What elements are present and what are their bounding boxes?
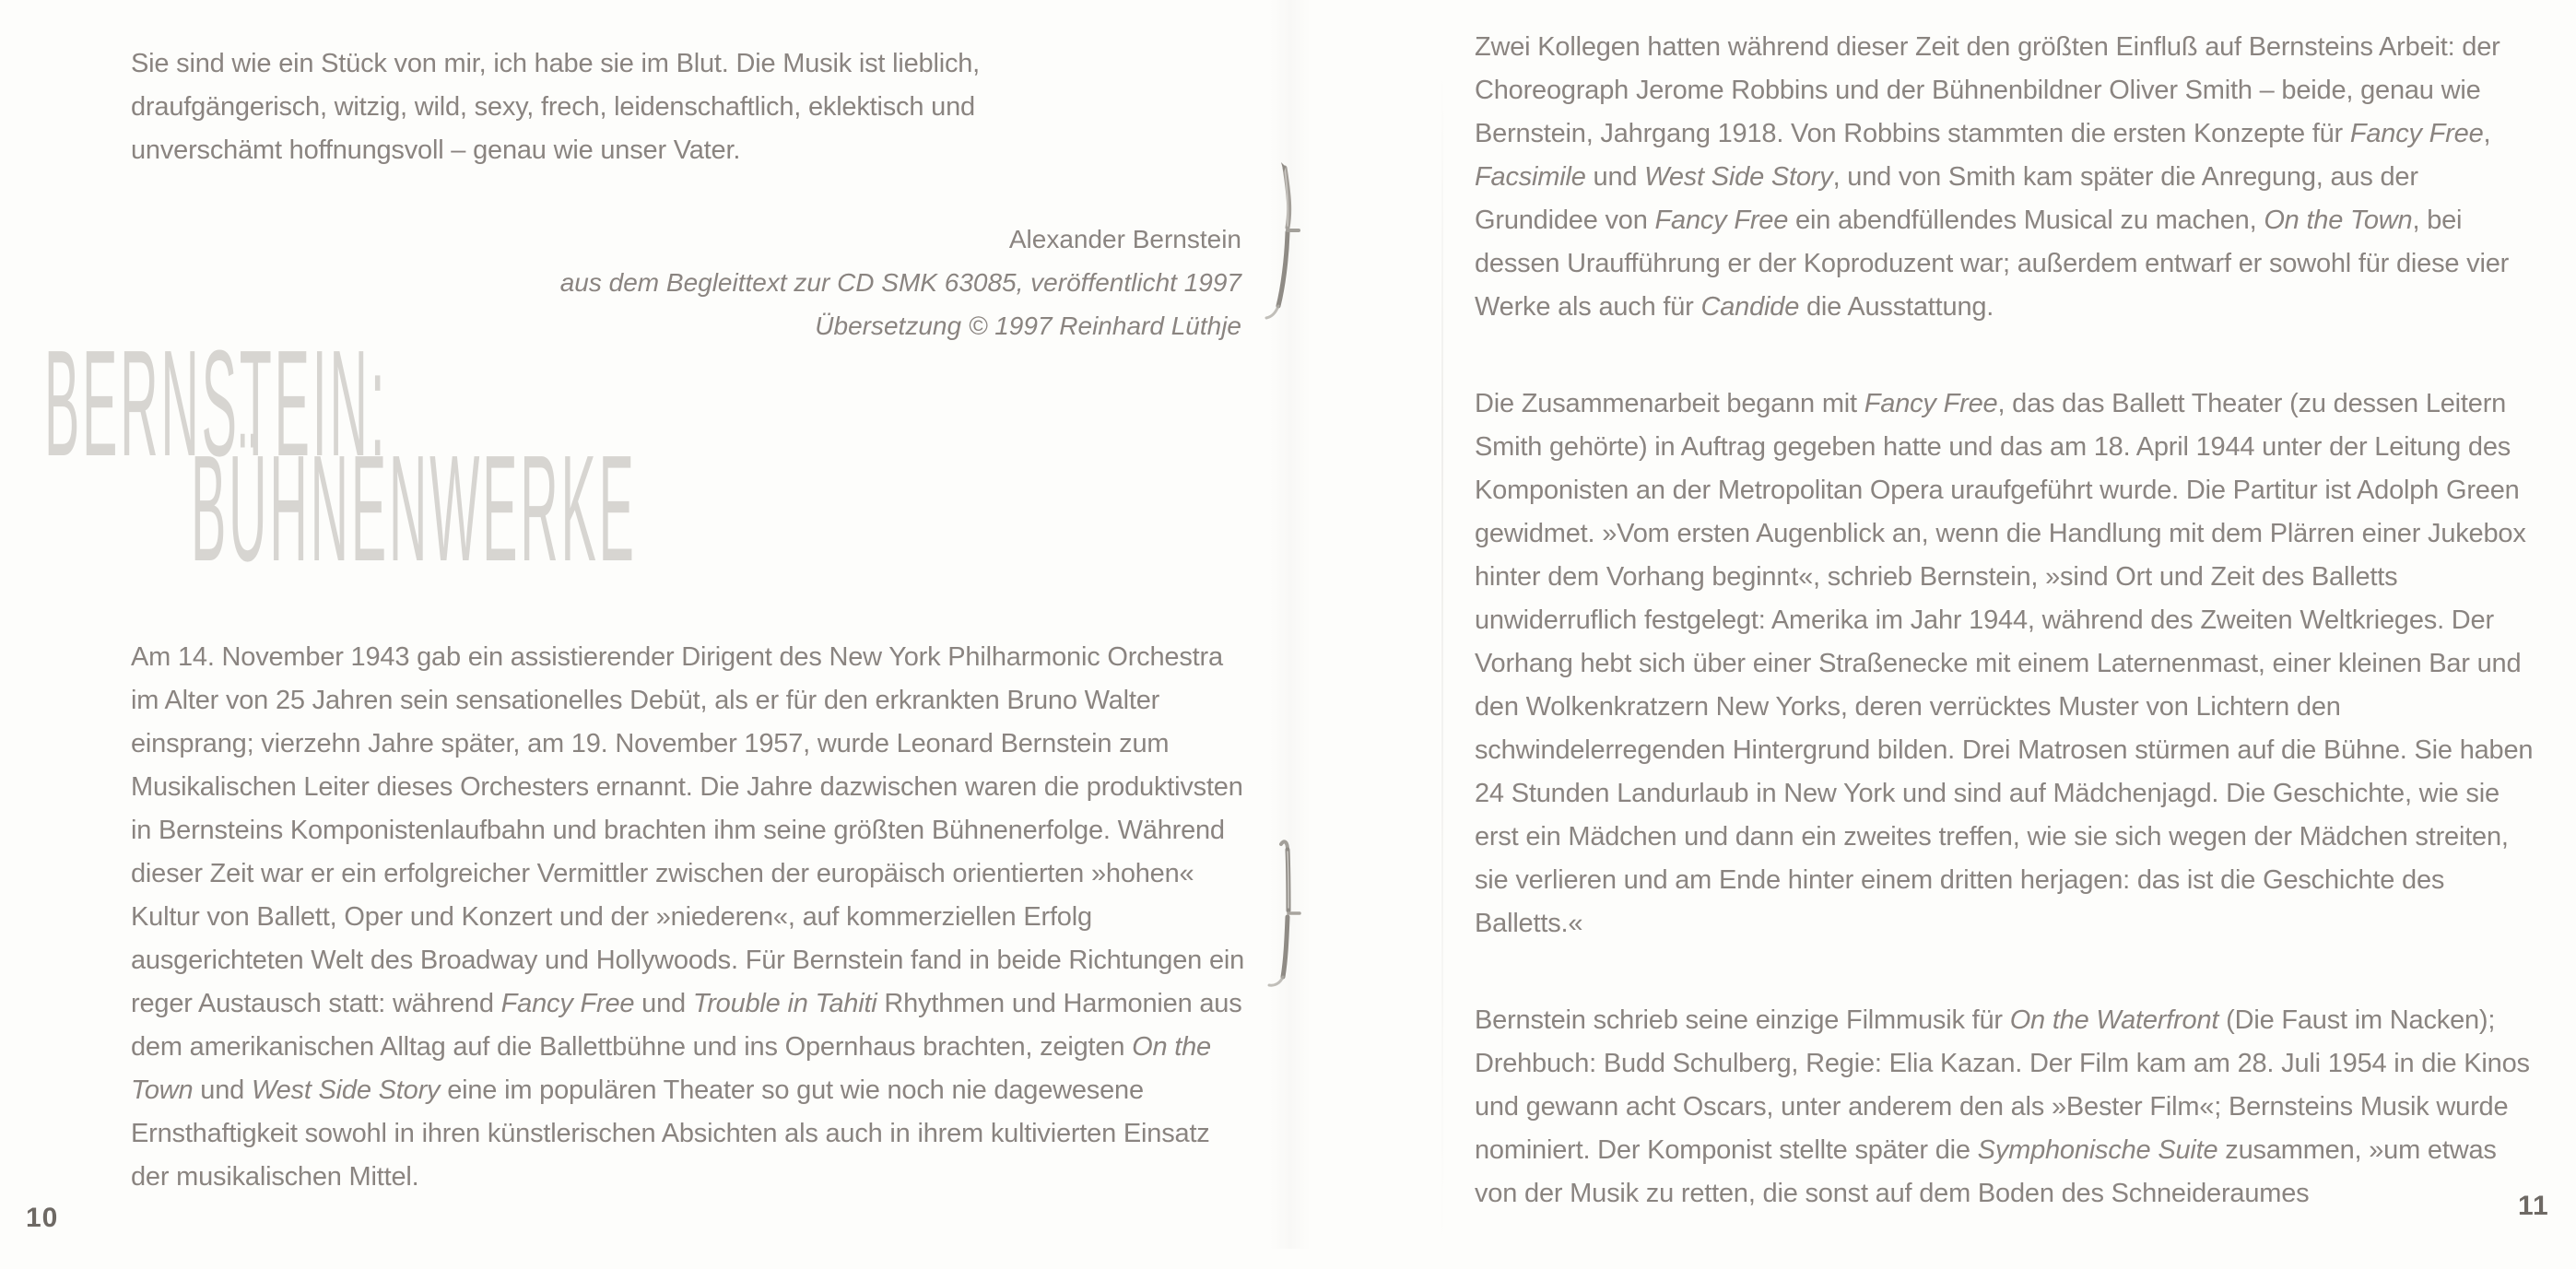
text-segment: und — [193, 1075, 252, 1105]
italic-text-segment: On the Town — [131, 1032, 1211, 1105]
right-paragraph-1 — [1475, 26, 2539, 329]
text-segment: zusammen, »um etwas von der Musik zu retten, die sonst auf dem Boden des Schneideraumes — [1475, 1135, 2497, 1208]
text-segment: , und von Smith kam später die Anregung, aus der Grundidee von — [1475, 162, 2418, 235]
italic-text-segment: Fancy Free — [2349, 119, 2484, 148]
page-title-line-2: BÜHNENWERKE — [191, 424, 637, 593]
text-segment: und — [634, 989, 693, 1018]
italic-text-segment: West Side Story — [251, 1075, 441, 1105]
page-number-left: 10 — [26, 1203, 59, 1233]
text-segment: die Ausstattung. — [1799, 292, 1994, 322]
italic-text-segment: Candide — [1700, 292, 1800, 322]
text-segment: Am 14. November 1943 gab ein assistierender Dirigent des New York Philharmonic Orchestra im Alter von 25 Jahren sein sensationelles Debüt, als er für den erkrankten Bruno Walter einsprang; vierzehn Jahre später, am 19. November 1957, wurde Leonard Bernstein zum Musikalischen Leiter dieses Orchesters ernannt. Die Jahre dazwischen waren die produktivsten in Bernsteins Komponistenlaufbahn und brachten ihm seine größten Bühnenerfolge. Während dieser Zeit war er ein erfolgreicher Vermittler zwischen der europäisch orientierten »hohen« Kultur von Ballett, Oper und Konzert und der »niederen«, auf kommerziellen Erfolg ausgerichteten Welt des Broadway und Hollywoods. Für Bernstein fand in beide Richtungen ein reger Austausch statt: während — [131, 642, 1245, 1018]
text-segment: ein abendfüllendes Musical zu machen, — [1788, 206, 2264, 235]
text-segment: (Die Faust im Nacken); Drehbuch: Budd Schulberg, Regie: Elia Kazan. Der Film kam am 28. Juli 1954 in die Kinos und gewann acht Oscars, unter anderem den als »Bester Film«; Bernsteins Musik wurde nominiert. Der Komponist stellte später die — [1475, 1005, 2530, 1165]
right-paragraph-3 — [1475, 999, 2539, 1216]
page-number-right: 11 — [2518, 1191, 2549, 1221]
right-column-body-text — [1475, 26, 2539, 1269]
attribution-translation: Übersetzung © 1997 Reinhard Lüthje — [815, 311, 1241, 340]
text-segment: , das das Ballett Theater (zu dessen Leitern Smith gehörte) in Auftrag gegeben hatte und das am 18. April 1944 unter der Leitung des Komponisten an der Metropolitan Opera uraufgeführt wurde. Die Partitur ist Adolph Green gewidmet. »Vom ersten Augenblick an, wenn die Handlung mit dem Plärren einer Jukebox hinter dem Vorhang beginnt«, schrieb Bernstein, »sind Ort und Zeit des Balletts unwiderruflich festgelegt: Amerika im Jahr 1944, während des Zweiten Weltkrieges. Der Vorhang hebt sich über einer Straßenecke mit einem Laternenmast, einer kleinen Bar und den Wolkenkratzern New Yorks, deren verrücktes Muster von Lichtern den schwindelerregenden Hintergrund bilden. Drei Matrosen stürmen auf die Bühne. Sie haben 24 Stunden Landurlaub in New York und sind auf Mädchenjagd. Die Geschichte, wie sie erst ein Mädchen und dann ein zweites treffen, wie sie sich wegen der Mädchen streiten, sie verlieren und am Ende hinter einem dritten herjagen: das ist die Geschichte des Balletts.« — [1475, 389, 2534, 938]
text-segment: , — [2483, 119, 2491, 148]
italic-text-segment: On the Town — [2264, 206, 2413, 235]
text-segment: Zwei Kollegen hatten während dieser Zeit den größten Einfluß auf Bernsteins Arbeit: der Choreograph Jerome Robbins und der Bühnenbildner Oliver Smith – beide, genau wie Bernstein, Jahrgang 1918. Von Robbins stammten die ersten Konzepte für — [1475, 32, 2500, 148]
italic-text-segment: West Side Story — [1644, 162, 1833, 192]
text-segment: Bernstein schrieb seine einzige Filmmusik für — [1475, 1005, 2010, 1035]
italic-text-segment: Symphonische Suite — [1977, 1135, 2218, 1165]
italic-text-segment: Trouble in Tahiti — [692, 989, 877, 1018]
right-paragraph-2 — [1475, 382, 2539, 946]
text-segment: Rhythmen und Harmonien aus dem amerikanischen Alltag auf die Ballettbühne und ins Opernhaus brachten, zeigten — [131, 989, 1242, 1062]
italic-text-segment: Fancy Free — [500, 989, 635, 1018]
text-segment: , bei dessen Uraufführung er der Koproduzent war; außerdem entwarf er sowohl für diese vier Werke als auch für — [1475, 206, 2510, 322]
text-segment: und — [1585, 162, 1645, 192]
text-segment: eine im populären Theater so gut wie noch nie dagewesene Ernsthaftigkeit sowohl in ihren künstlerischen Absichten als auch in ihrem kultivierten Einsatz der musikalischen Mittel. — [131, 1075, 1210, 1192]
italic-text-segment: On the Waterfront — [2009, 1005, 2219, 1035]
left-column-body-text — [131, 636, 1251, 1199]
italic-text-segment: Facsimile — [1475, 162, 1586, 192]
page-title-line-1: BERNSTEIN: — [44, 319, 388, 488]
page-right — [1438, 0, 2576, 1249]
attribution-source: aus dem Begleittext zur CD SMK 63085, veröffentlicht 1997 — [559, 268, 1241, 297]
quote-text: Sie sind wie ein Stück von mir, ich habe sie im Blut. Die Musik ist lieblich, draufgängerisch, witzig, wild, sexy, frech, leidenschaftlich, eklektisch und unverschämt hoffnungsvoll – genau wie unser Vater. — [131, 49, 981, 165]
text-segment: Die Zusammenarbeit begann mit — [1475, 389, 1864, 418]
italic-text-segment: Fancy Free — [1654, 206, 1789, 235]
italic-text-segment: Fancy Free — [1864, 389, 1998, 418]
attribution-author: Alexander Bernstein — [1008, 225, 1241, 253]
